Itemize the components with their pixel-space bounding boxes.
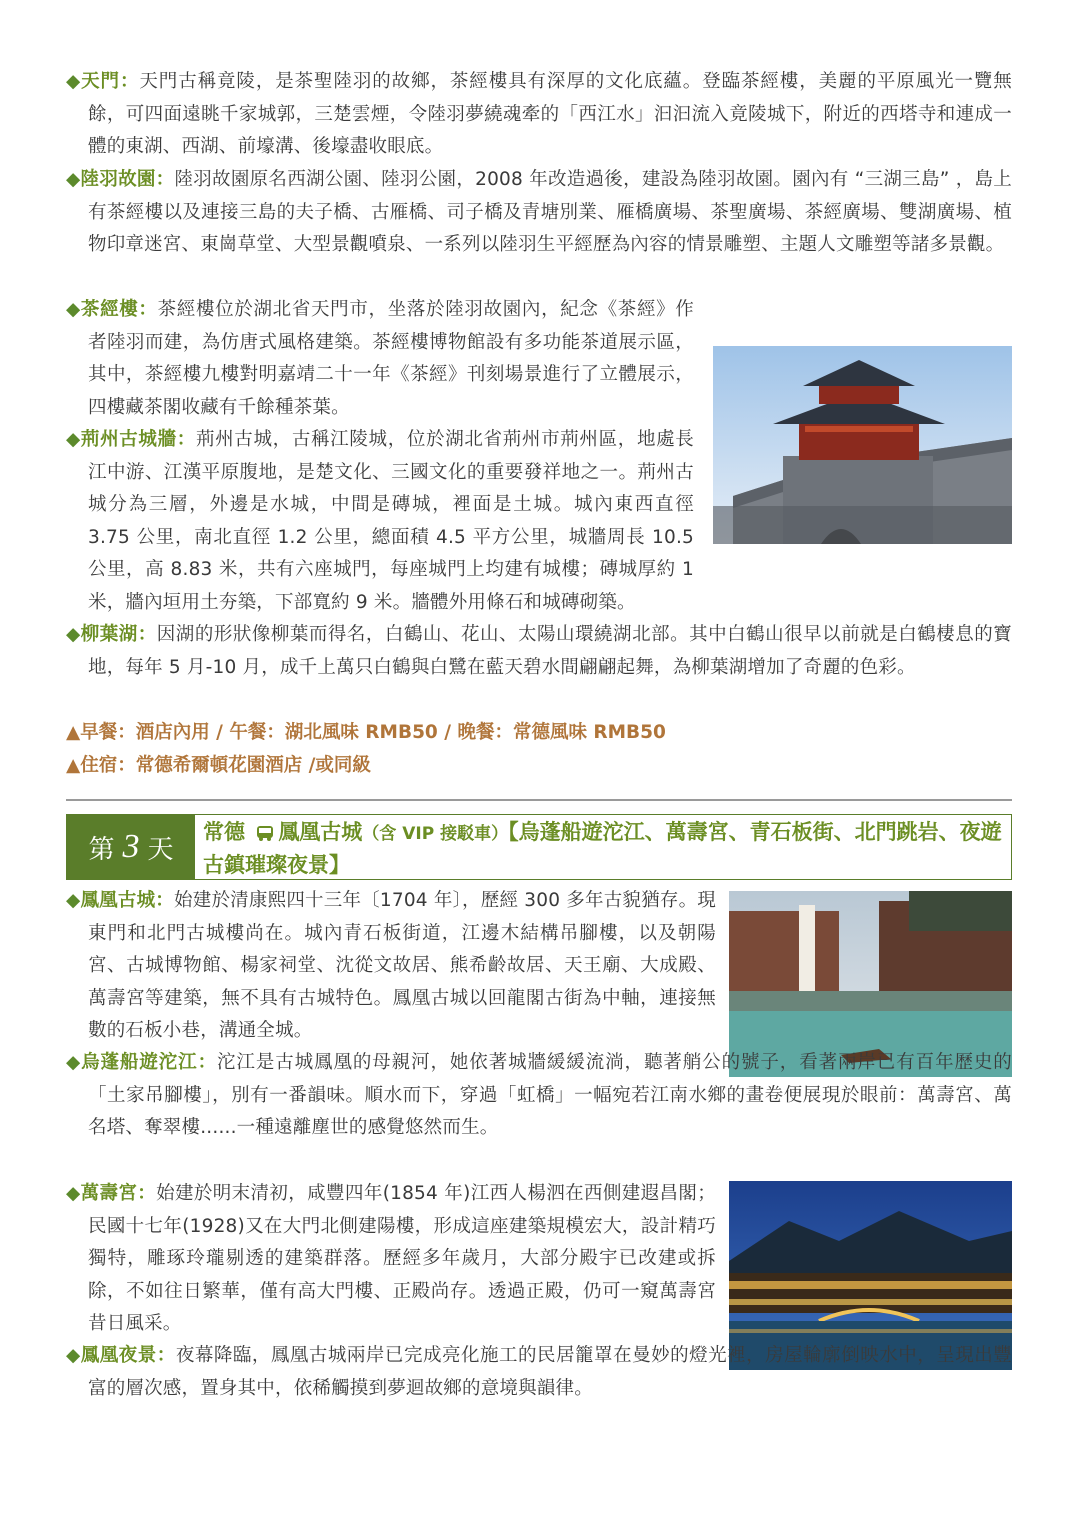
section-text: 始建於清康熙四十三年〔1704 年〕，歷經 300 多年古貌猶存。現東門和北門古城樓尚在。城內青石板街道，江邊木結構吊腳樓，以及朝陽宮、古城博物館、楊家祠堂、沈從文故居、熊希齡故居、天王廟、大成殿、萬壽宮等建築，無不具有古城特色。鳳凰古城以回龍閣古街為中軸，連接無數的石板小巷，溝通全城。 [88, 890, 716, 1041]
bullet-icon: ◆ [66, 1183, 81, 1204]
section-text: 沱江是古城鳳凰的母親河，她依著城牆緩緩流淌，聽著艄公的號子，看著兩岸已有百年歷史的「土家吊腳樓」，別有一番韻味。順水而下，穿過「虹橋」一幅宛若江南水鄉的畫卷便展現於眼前：萬壽宮、萬名塔、奪翠樓......一種遠離塵世的感覺悠然而生。 [88, 1052, 1012, 1138]
day-title-from: 常德 [203, 820, 245, 844]
section-title: 茶經樓： [80, 299, 158, 320]
section-willow-lake [66, 619, 1012, 684]
bullet-icon: ◆ [66, 299, 81, 320]
bullet-icon: ◆ [66, 429, 81, 450]
divider [66, 799, 1012, 801]
section-text: 夜幕降臨，鳳凰古城兩岸已完成亮化施工的民居籠罩在曼妙的燈光裡，房屋輪廓倒映水中，呈現出豐富的層次感，置身其中，依稀觸摸到夢迴故鄉的意境與韻律。 [88, 1345, 1012, 1399]
bullet-icon: ◆ [66, 1052, 82, 1073]
section-luyu-garden [66, 164, 1012, 262]
day-suffix: 天 [147, 834, 174, 865]
section-text: 天門古稱竟陵，是茶聖陸羽的故鄉，茶經樓具有深厚的文化底蘊。登臨茶經樓，美麗的平原風光一覽無餘，可四面遠眺千家城郭，三楚雲煙，令陸羽夢繞魂牽的「西江水」汩汩流入竟陵城下，附近的西塔寺和連成一體的東湖、西湖、前壕溝、後壕盡收眼底。 [88, 71, 1012, 157]
day-title-to: 鳳凰古城 [278, 820, 363, 844]
bullet-icon: ◆ [66, 624, 81, 645]
section-text: 茶經樓位於湖北省天門市，坐落於陸羽故園內，紀念《茶經》作者陸羽而建，為仿唐式風格建築。茶經樓博物館設有多功能茶道展示區，其中，茶經樓九樓對明嘉靖二十一年《茶經》刊刻場景進行了立體展示，四樓藏茶閣收藏有千餘種茶葉。 [88, 299, 694, 418]
section-title: 烏蓬船遊沱江： [81, 1052, 217, 1073]
section-title: 荊州古城牆： [80, 429, 196, 450]
section-night-view [66, 1340, 1012, 1405]
section-tianmen [66, 66, 1012, 164]
bullet-icon: ◆ [66, 71, 82, 92]
day-title [203, 817, 1003, 881]
section-title: 天門： [81, 71, 140, 92]
meals-note: ▲早餐：酒店內用 / 午餐：湖北風味 RMB50 / 晚餐：常德風味 RMB50 [66, 722, 666, 743]
section-boat-tuojiang [66, 1047, 1012, 1145]
section-text: 荊州古城，古稱江陵城，位於湖北省荊州市荊州區，地處長江中游、江漢平原腹地，是楚文化、三國文化的重要發祥地之一。荊州古城分為三層，外邊是水城，中間是磚城，裡面是土城。城內東西直徑 3.75 公里，南北直徑 1.2 公里，總面積 4.5 平方公里，城牆周長 10.5 公里，高 8.83 米，共有六座城門，每座城門上均建有城樓；磚城厚約 1 米，牆內垣用土夯築，下部寬約 9 米。牆體外用條石和城磚砌築。 [88, 429, 694, 613]
section-title: 鳳凰夜景： [80, 1345, 176, 1366]
bus-icon [256, 824, 274, 842]
day-title-activities: 【烏蓬船遊沱江、萬壽宮、青石板街、北門跳岩、夜遊古鎮璀璨夜景】 [203, 820, 1002, 877]
hotel-note: ▲住宿：常德希爾頓花園酒店 /或同級 [66, 755, 371, 776]
day-header [66, 814, 1012, 880]
section-text: 始建於明末清初，咸豐四年(1854 年)江西人楊泗在西側建遐昌閣；民國十七年(1928)又在大門北側建陽樓，形成這座建築規模宏大，設計精巧獨特，雕琢玲瓏剔透的建築群落。歷經多年歲月，大部分殿宇已改建或拆除，不如往日繁華，僅有高大門樓、正殿尚存。透過正殿，仍可一窺萬壽宮昔日風采。 [88, 1183, 716, 1334]
section-tea-tower [66, 294, 1012, 424]
section-text: 因湖的形狀像柳葉而得名，白鶴山、花山、太陽山環繞湖北部。其中白鶴山很早以前就是白鶴棲息的寶地，每年 5 月-10 月，成千上萬只白鶴與白鷺在藍天碧水間翩翩起舞，為柳葉湖增加了奇麗的色彩。 [88, 624, 1012, 678]
section-fenghuang [66, 885, 1012, 1048]
section-title: 萬壽宮： [80, 1183, 157, 1204]
section-text: 陸羽故園原名西湖公園、陸羽公園，2008 年改造過後，建設為陸羽故園。園內有 “三湖三島” ，島上有茶經樓以及連接三島的夫子橋、古雁橋、司子橋及青塘別業、雁橋廣場、茶聖廣場、茶經廣場、雙湖廣場、植物印章迷宮、東崗草堂、大型景觀噴泉、一系列以陸羽生平經歷為內容的情景雕塑、主題人文雕塑等諸多景觀。 [88, 169, 1012, 255]
day-label [67, 815, 195, 879]
section-title: 柳葉湖： [80, 624, 157, 645]
day-title-paren: （含 VIP 接駁車） [362, 824, 509, 844]
bullet-icon: ◆ [66, 890, 81, 911]
section-title: 陸羽故園： [80, 169, 175, 190]
bullet-icon: ◆ [66, 169, 81, 190]
section-wanshou-palace [66, 1178, 1012, 1341]
day-prefix: 第 [88, 834, 115, 865]
bullet-icon: ◆ [66, 1345, 81, 1366]
section-title: 鳳凰古城： [80, 890, 175, 911]
section-jingzhou-wall [66, 424, 1012, 619]
day-number: 3 [122, 828, 140, 865]
